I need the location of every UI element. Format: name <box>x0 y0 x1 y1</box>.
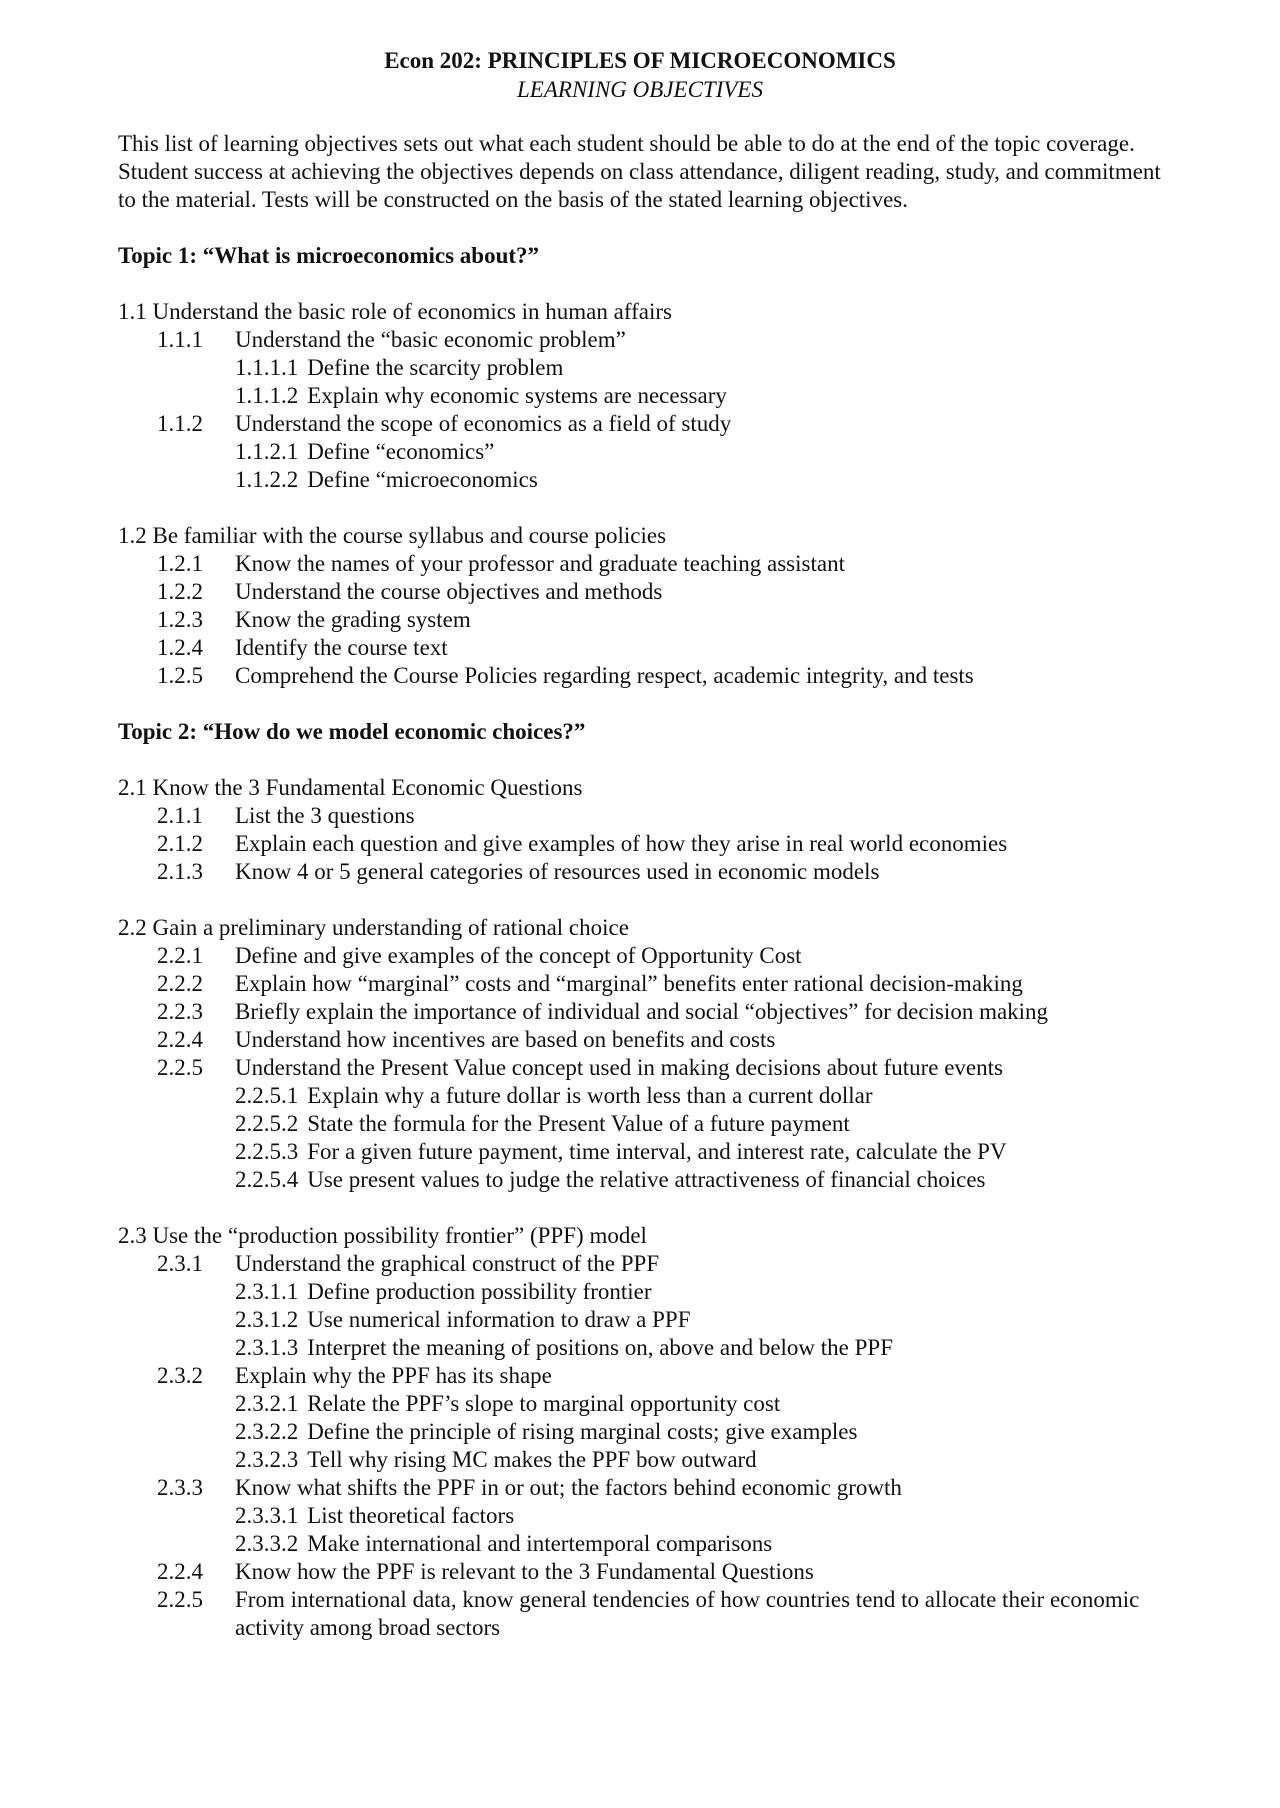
item-text: For a given future payment, time interval, and interest rate, calculate the PV <box>307 1139 1007 1164</box>
item-number: 2.2.5.4 <box>235 1167 299 1192</box>
objective-item <box>118 1054 1162 1082</box>
sub-objective-item <box>118 1110 1162 1138</box>
item-text: Define and give examples of the concept of Opportunity Cost <box>235 943 802 968</box>
item-number: 1.2.2 <box>157 579 203 604</box>
section-text: Know the 3 Fundamental Economic Questions <box>152 775 583 800</box>
item-number: 1.2.4 <box>157 635 203 660</box>
item-number: 2.3.2.1 <box>235 1391 299 1416</box>
item-text: Understand how incentives are based on benefits and costs <box>235 1027 776 1052</box>
section-number: 2.1 <box>118 775 147 800</box>
item-number: 2.3.3.1 <box>235 1503 299 1528</box>
sub-objective-item <box>118 1306 1162 1334</box>
objective-item <box>118 1026 1162 1054</box>
item-text: Understand the Present Value concept used in making decisions about future events <box>235 1055 1003 1080</box>
item-number: 2.2.2 <box>157 971 203 996</box>
item-number: 2.2.5.3 <box>235 1139 299 1164</box>
objective-item <box>118 606 1162 634</box>
objective-section <box>118 914 1162 1194</box>
intro-paragraph: This list of learning objectives sets out what each student should be able to do at the end of the topic coverage. Student success at achieving the objectives depends on class attendance, diligent reading, study, and commitment to the material. Tests will be constructed on the basis of the stated learning objectives. <box>118 131 1161 212</box>
item-text: Know the grading system <box>235 607 471 632</box>
sub-objective-item <box>118 438 1162 466</box>
objective-item <box>118 1250 1162 1278</box>
item-number: 1.1.1.2 <box>235 383 299 408</box>
item-text: Know 4 or 5 general categories of resources used in economic models <box>235 859 880 884</box>
objective-item <box>118 578 1162 606</box>
item-number: 1.1.1 <box>157 327 203 352</box>
item-number: 2.3.1 <box>157 1251 203 1276</box>
item-number: 2.1.3 <box>157 859 203 884</box>
item-text: Define the principle of rising marginal costs; give examples <box>307 1419 858 1444</box>
sub-objective-item <box>118 1138 1162 1166</box>
section-heading <box>118 522 1162 550</box>
objective-section <box>118 1222 1162 1642</box>
objective-section <box>118 774 1162 886</box>
item-text: Use numerical information to draw a PPF <box>307 1307 691 1332</box>
sub-objective-item <box>118 1446 1162 1474</box>
item-text: Explain how “marginal” costs and “marginal” benefits enter rational decision-making <box>235 971 1023 996</box>
objective-item <box>118 998 1162 1026</box>
topics-container <box>118 242 1162 1642</box>
objective-item <box>118 802 1162 830</box>
item-number: 2.1.2 <box>157 831 203 856</box>
sub-objective-item <box>118 1418 1162 1446</box>
item-number: 2.3.3.2 <box>235 1531 299 1556</box>
item-text: From international data, know general tendencies of how countries tend to allocate their economic activity among broad sectors <box>235 1587 1140 1640</box>
item-text: Tell why rising MC makes the PPF bow outward <box>307 1447 757 1472</box>
item-text: Explain why the PPF has its shape <box>235 1363 552 1388</box>
item-number: 2.3.2.3 <box>235 1447 299 1472</box>
item-number: 2.3.2.2 <box>235 1419 299 1444</box>
item-text: Know how the PPF is relevant to the 3 Fundamental Questions <box>235 1559 814 1584</box>
item-text: State the formula for the Present Value of a future payment <box>307 1111 850 1136</box>
item-number: 2.3.2 <box>157 1363 203 1388</box>
item-text: List theoretical factors <box>307 1503 515 1528</box>
objective-item <box>118 550 1162 578</box>
sub-objective-item <box>118 1278 1162 1306</box>
item-number: 1.1.2 <box>157 411 203 436</box>
topic-heading: Topic 1: “What is microeconomics about?” <box>118 243 540 268</box>
sub-objective-item <box>118 1390 1162 1418</box>
objective-section <box>118 522 1162 690</box>
item-number: 1.2.3 <box>157 607 203 632</box>
objective-item <box>118 830 1162 858</box>
sub-objective-item <box>118 1166 1162 1194</box>
sub-objective-item <box>118 1082 1162 1110</box>
item-number: 2.2.4 <box>157 1559 203 1584</box>
item-text: Define “microeconomics <box>307 467 538 492</box>
item-text: Explain why economic systems are necessary <box>307 383 727 408</box>
item-text: Comprehend the Course Policies regarding respect, academic integrity, and tests <box>235 663 974 688</box>
item-number: 2.2.5.2 <box>235 1111 299 1136</box>
item-number: 2.3.3 <box>157 1475 203 1500</box>
item-text: Interpret the meaning of positions on, above and below the PPF <box>307 1335 894 1360</box>
item-number: 2.3.1.2 <box>235 1307 299 1332</box>
item-number: 2.3.1.1 <box>235 1279 299 1304</box>
item-text: Explain each question and give examples of how they arise in real world economies <box>235 831 1008 856</box>
section-heading <box>118 298 1162 326</box>
item-text: List the 3 questions <box>235 803 415 828</box>
document-title: Econ 202: PRINCIPLES OF MICROECONOMICS <box>384 48 896 73</box>
sub-objective-item <box>118 1502 1162 1530</box>
section-heading <box>118 1222 1162 1250</box>
objective-item <box>118 858 1162 886</box>
item-text: Understand the graphical construct of the PPF <box>235 1251 660 1276</box>
item-text: Define “economics” <box>307 439 495 464</box>
item-text: Know what shifts the PPF in or out; the factors behind economic growth <box>235 1475 902 1500</box>
item-number: 2.2.5 <box>157 1055 203 1080</box>
item-number: 1.2.5 <box>157 663 203 688</box>
objective-item <box>118 410 1162 438</box>
objective-item <box>118 942 1162 970</box>
item-number: 2.2.4 <box>157 1027 203 1052</box>
item-text: Define the scarcity problem <box>307 355 564 380</box>
objective-item <box>118 1474 1162 1502</box>
item-text: Make international and intertemporal comparisons <box>307 1531 773 1556</box>
item-number: 2.1.1 <box>157 803 203 828</box>
item-number: 2.2.1 <box>157 943 203 968</box>
item-text: Relate the PPF’s slope to marginal opportunity cost <box>307 1391 781 1416</box>
section-heading <box>118 914 1162 942</box>
objective-item <box>118 1362 1162 1390</box>
section-number: 2.3 <box>118 1223 147 1248</box>
document-subtitle: LEARNING OBJECTIVES <box>517 77 763 102</box>
item-number: 1.1.1.1 <box>235 355 299 380</box>
item-number: 1.2.1 <box>157 551 203 576</box>
item-number: 2.2.5.1 <box>235 1083 299 1108</box>
section-text: Use the “production possibility frontier” (PPF) model <box>152 1223 647 1248</box>
item-text: Identify the course text <box>235 635 448 660</box>
section-number: 1.1 <box>118 299 147 324</box>
item-number: 2.2.5 <box>157 1587 203 1612</box>
section-number: 2.2 <box>118 915 147 940</box>
sub-objective-item <box>118 382 1162 410</box>
sub-objective-item <box>118 466 1162 494</box>
objective-item <box>118 662 1162 690</box>
item-text: Explain why a future dollar is worth less than a current dollar <box>307 1083 873 1108</box>
item-text: Understand the scope of economics as a field of study <box>235 411 732 436</box>
section-heading <box>118 774 1162 802</box>
sub-objective-item <box>118 1530 1162 1558</box>
item-text: Understand the course objectives and methods <box>235 579 663 604</box>
objective-item <box>118 1586 1162 1642</box>
section-text: Gain a preliminary understanding of rational choice <box>152 915 629 940</box>
item-text: Use present values to judge the relative attractiveness of financial choices <box>307 1167 986 1192</box>
item-number: 1.1.2.1 <box>235 439 299 464</box>
section-text: Be familiar with the course syllabus and course policies <box>152 523 667 548</box>
objective-item <box>118 1558 1162 1586</box>
sub-objective-item <box>118 1334 1162 1362</box>
item-text: Define production possibility frontier <box>307 1279 652 1304</box>
item-number: 2.3.1.3 <box>235 1335 299 1360</box>
objective-item <box>118 326 1162 354</box>
topic-heading: Topic 2: “How do we model economic choices?” <box>118 719 586 744</box>
objective-section <box>118 298 1162 494</box>
item-text: Briefly explain the importance of individual and social “objectives” for decision making <box>235 999 1049 1024</box>
objective-item <box>118 634 1162 662</box>
item-number: 2.2.3 <box>157 999 203 1024</box>
section-number: 1.2 <box>118 523 147 548</box>
section-text: Understand the basic role of economics in human affairs <box>152 299 672 324</box>
item-text: Know the names of your professor and graduate teaching assistant <box>235 551 845 576</box>
item-number: 1.1.2.2 <box>235 467 299 492</box>
item-text: Understand the “basic economic problem” <box>235 327 626 352</box>
objective-item <box>118 970 1162 998</box>
sub-objective-item <box>118 354 1162 382</box>
